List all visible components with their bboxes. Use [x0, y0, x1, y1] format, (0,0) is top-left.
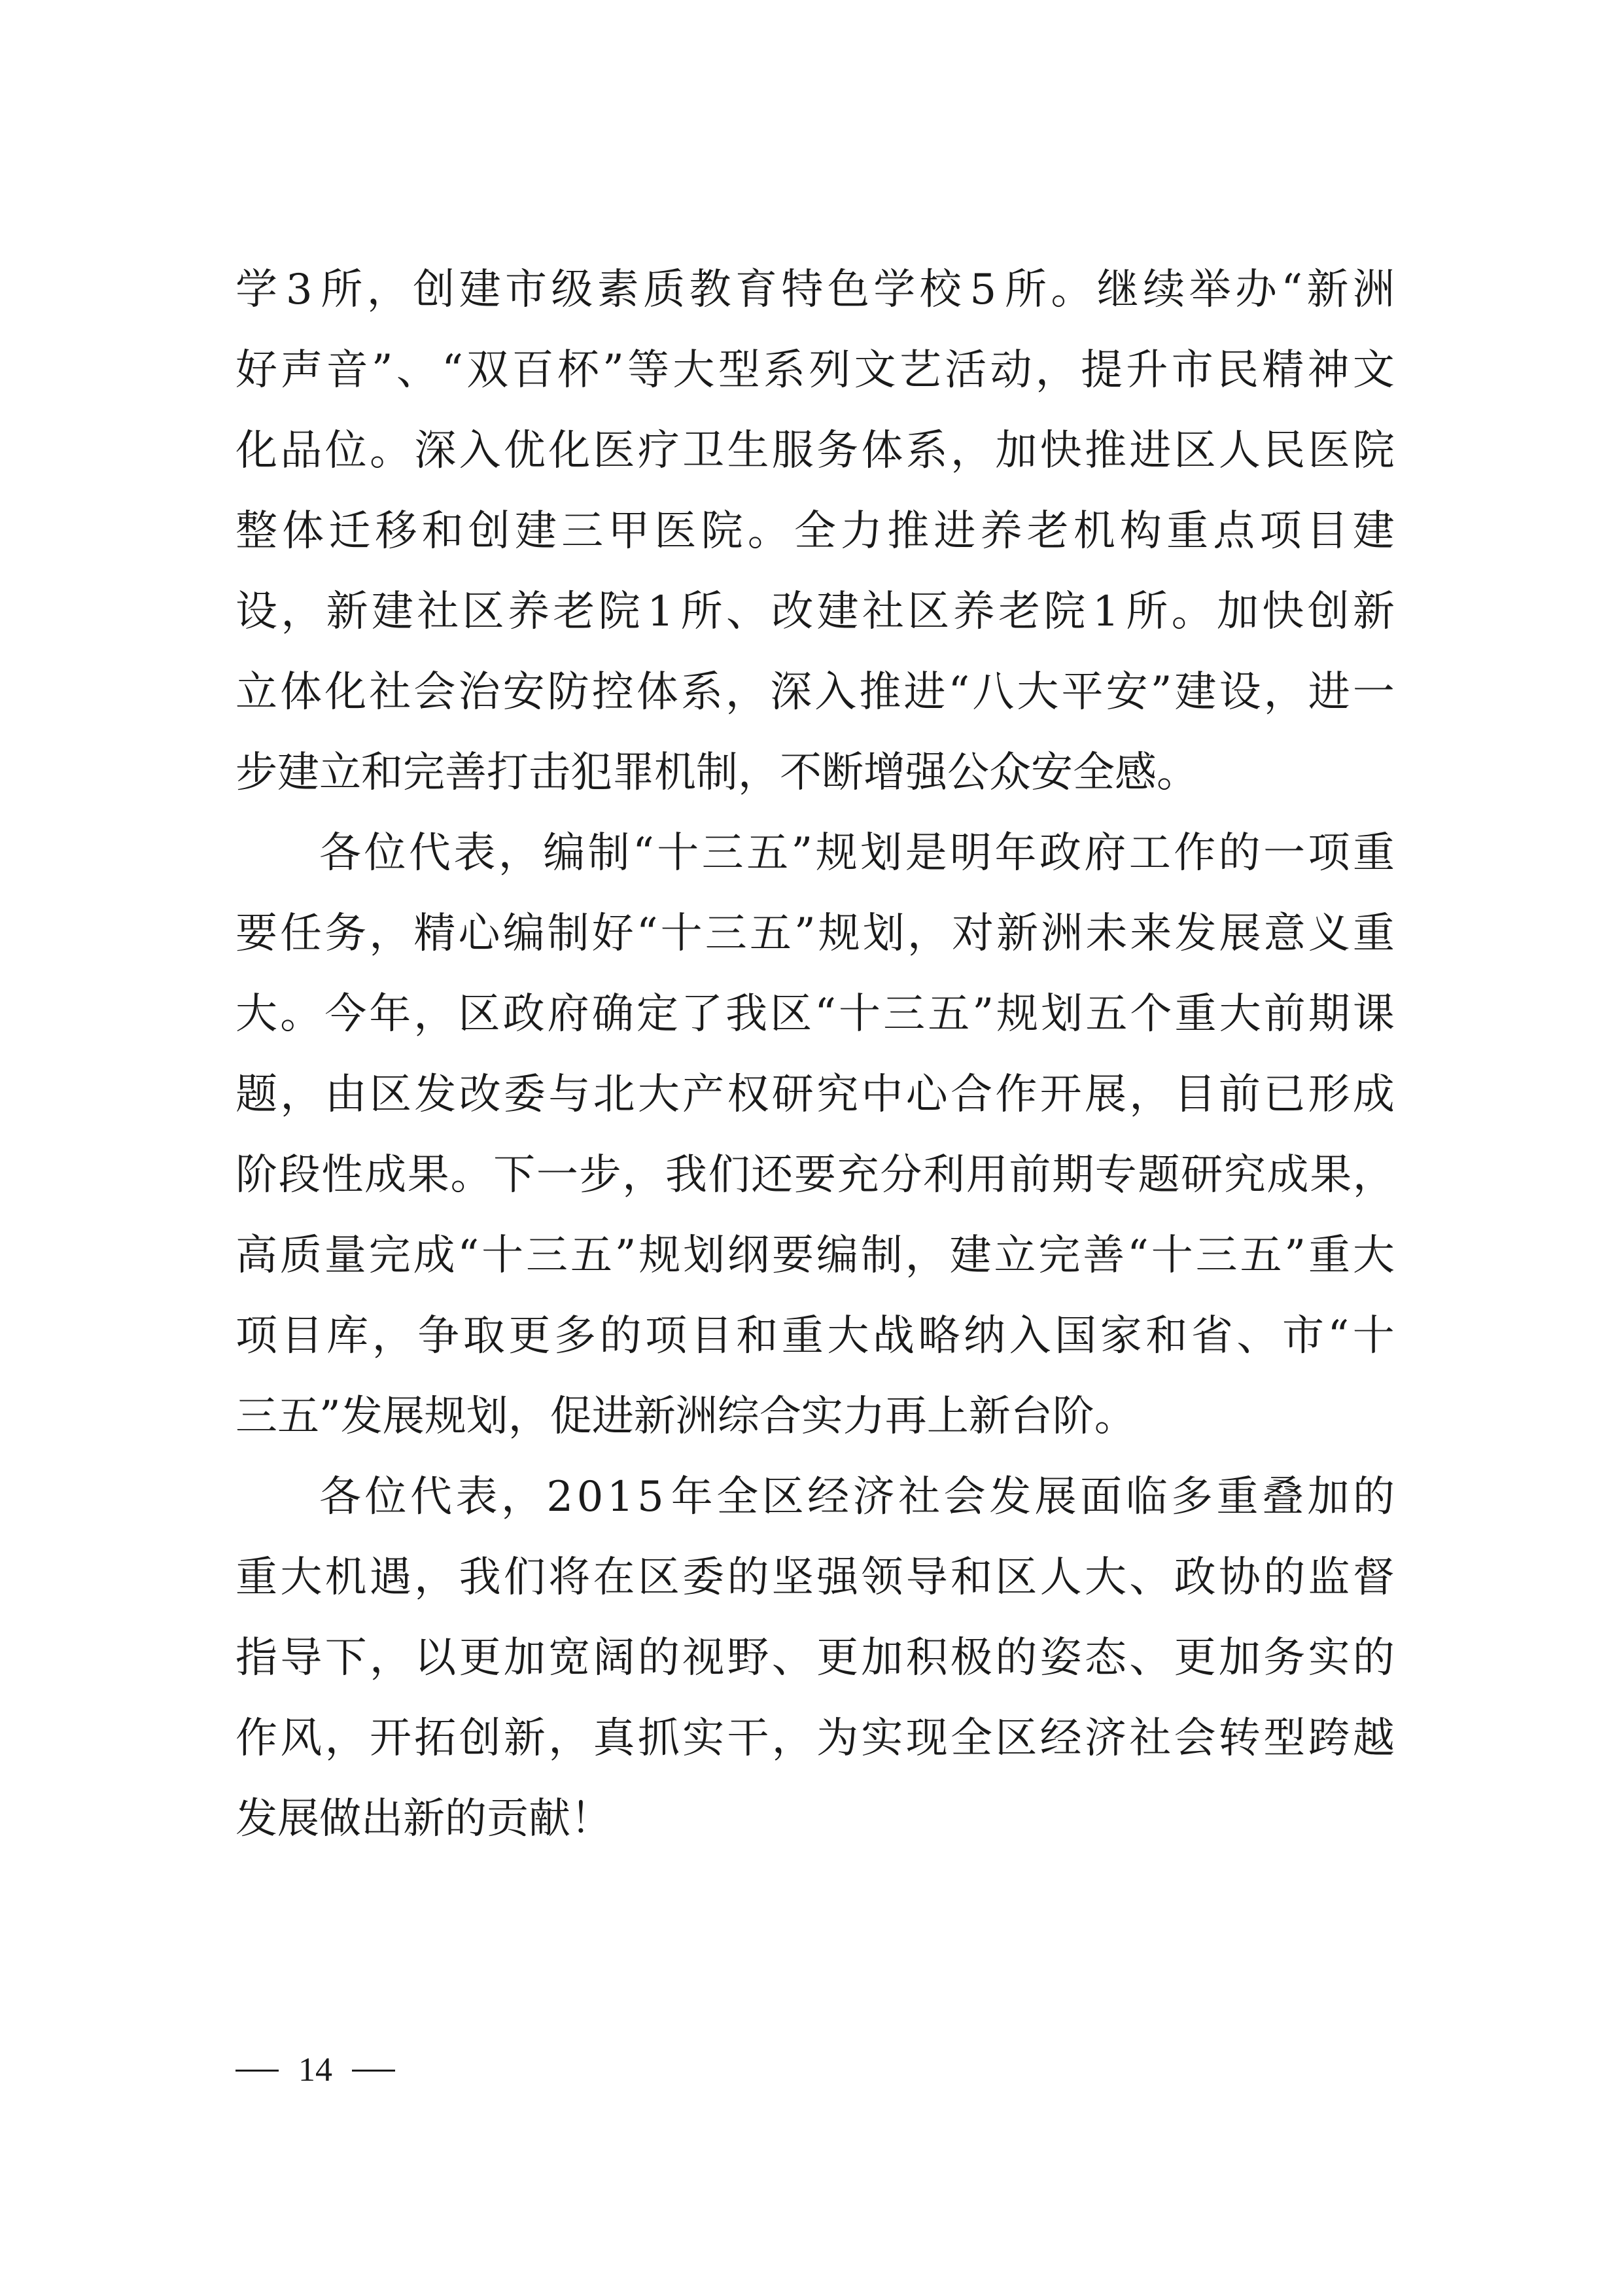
footer-dash-left — [236, 2070, 279, 2072]
text-line: 高 质 量 完 成 “ 十 三 五 ” 规 划 纲 要 编 制 ， 建 立 完 善 “ 十 三 五 ” 重 大 — [236, 1231, 1395, 1280]
text-line: 学 3 所 ， 创 建 市 级 素 质 教 育 特 色 学 校 5 所 。 继 续 举 办 “ 新 洲 — [236, 266, 1395, 314]
text-line: 大 。 今 年 ， 区 政 府 确 定 了 我 区 “ 十 三 五 ” 规 划 五 个 重 大 前 期 课 — [236, 990, 1395, 1038]
text-line: 步建立和完善打击犯罪机制，不断增强公众安全感。 — [236, 749, 1198, 797]
page-footer — [236, 2045, 395, 2093]
text-line: 作 风 ， 开 拓 创 新 ， 真 抓 实 干 ， 为 实 现 全 区 经 济 社 会 转 型 跨 越 — [236, 1714, 1395, 1763]
text-line: 各 位 代 表 ， 编 制 “ 十 三 五 ” 规 划 是 明 年 政 府 工 作 的 一 项 重 — [319, 829, 1395, 877]
text-line: 化 品 位 。 深 入 优 化 医 疗 卫 生 服 务 体 系 ， 加 快 推 进 区 人 民 医 院 — [236, 427, 1395, 475]
text-line: 发展做出新的贡献！ — [236, 1795, 612, 1843]
text-line: 整 体 迁 移 和 创 建 三 甲 医 院 。 全 力 推 进 养 老 机 构 重 点 项 目 建 — [236, 507, 1395, 556]
text-line: 各 位 代 表 ， 2 0 1 5 年 全 区 经 济 社 会 发 展 面 临 多 重 叠 加 的 — [319, 1473, 1395, 1521]
text-line: 要 任 务 ， 精 心 编 制 好 “ 十 三 五 ” 规 划 ， 对 新 洲 未 来 发 展 意 义 重 — [236, 910, 1395, 958]
body-text — [236, 250, 1395, 1860]
text-line: 题 ， 由 区 发 改 委 与 北 大 产 权 研 究 中 心 合 作 开 展 ， 目 前 已 形 成 — [236, 1070, 1395, 1119]
text-line: 阶 段 性 成 果 。 下 一 步 ， 我 们 还 要 充 分 利 用 前 期 专 题 研 究 成 果 ， — [236, 1151, 1395, 1199]
text-line: 指 导 下 ， 以 更 加 宽 阔 的 视 野 、 更 加 积 极 的 姿 态 、 更 加 务 实 的 — [236, 1634, 1395, 1682]
text-line: 项 目 库 ， 争 取 更 多 的 项 目 和 重 大 战 略 纳 入 国 家 和 省 、 市 “ 十 — [236, 1312, 1395, 1360]
footer-dash-right — [352, 2070, 395, 2072]
text-line: 三五”发展规划，促进新洲综合实力再上新台阶。 — [236, 1392, 1136, 1441]
page-number: 14 — [298, 2051, 332, 2089]
text-line: 重 大 机 遇 ， 我 们 将 在 区 委 的 坚 强 领 导 和 区 人 大 、 政 协 的 监 督 — [236, 1553, 1395, 1602]
text-line: 设 ， 新 建 社 区 养 老 院 1 所 、 改 建 社 区 养 老 院 1 所 。 加 快 创 新 — [236, 588, 1395, 636]
text-line: 好 声 音 ” 、 “ 双 百 杯 ” 等 大 型 系 列 文 艺 活 动 ， 提 升 市 民 精 神 文 — [236, 346, 1395, 395]
text-line: 立 体 化 社 会 治 安 防 控 体 系 ， 深 入 推 进 “ 八 大 平 安 ” 建 设 ， 进 一 — [236, 668, 1395, 716]
